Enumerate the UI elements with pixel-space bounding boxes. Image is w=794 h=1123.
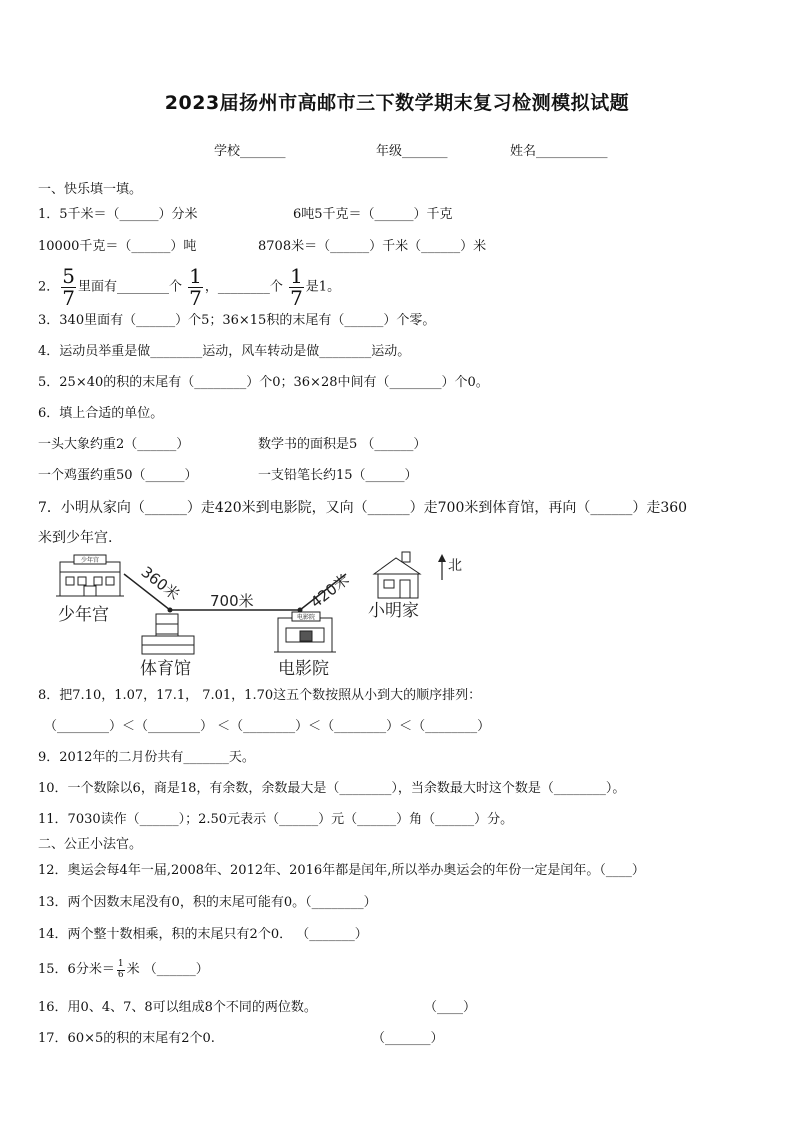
question-7-continued: 米到少年宫. (38, 530, 113, 546)
fraction-1-6 (117, 960, 125, 980)
question-14: 14．两个整十数相乘，积的末尾只有2个0． （_______） (38, 927, 368, 942)
question-2-text-3: 是1。 (305, 279, 341, 295)
fraction-denominator: 6 (117, 969, 124, 980)
fraction-numerator: 1 (189, 264, 202, 288)
question-2 (38, 264, 341, 310)
question-12: 12．奥运会每4年一届,2008年、2012年、2016年都是闰年,所以举办奥运会的年份一定是闰年。（____） (38, 863, 645, 878)
fraction-numerator: 1 (117, 958, 124, 969)
question-9: 9．2012年的二月份共有_______天。 (38, 750, 255, 765)
question-6: 6．填上合适的单位。 (38, 406, 164, 421)
label-sports-hall: 体育馆 (140, 659, 191, 679)
question-1d: 8708米＝（______）千米（______）米 (258, 239, 487, 254)
question-6a: 一头大象约重2（______） (38, 437, 190, 452)
fraction-numerator: 1 (290, 264, 303, 288)
sign-youth-palace: 少年宫 (80, 557, 100, 564)
question-15 (38, 956, 209, 984)
youth-palace-building (56, 555, 124, 596)
question-1c: 10000千克＝（______）吨 (38, 239, 197, 254)
xiaoming-house (374, 552, 420, 598)
fraction-1-7 (188, 266, 203, 308)
route-point-sports (168, 608, 173, 613)
question-6d: 一支铅笔长约15（______） (258, 468, 418, 483)
question-17: 17．60×5的积的末尾有2个0. (38, 1031, 215, 1046)
fraction-1-7 (289, 266, 304, 308)
distance-360: 360米 (137, 562, 184, 604)
question-15-text-1: 15．6分米＝ (38, 962, 115, 977)
distance-700: 700米 (210, 592, 254, 610)
question-7: 7．小明从家向（______）走420米到电影院，又向（______）走700米到体育馆，再向（______）走360 (38, 500, 688, 516)
question-8: 8．把7.10，1.07，17.1， 7.01，1.70这五个数按照从小到大的顺序排列： (38, 688, 482, 703)
question-6b: 数学书的面积是5 （______） (258, 437, 427, 452)
fraction-numerator: 5 (62, 264, 76, 288)
grade-field: 年级_______ (376, 144, 448, 159)
north-arrow-icon (438, 554, 446, 580)
question-10: 10．一个数除以6，商是18，有余数，余数最大是（________），当余数最大时这个数是（________）。 (38, 781, 626, 796)
label-xiaoming-home: 小明家 (368, 601, 419, 621)
school-field: 学校_______ (214, 144, 286, 159)
section-1-heading: 一、快乐填一填。 (38, 182, 143, 197)
sports-hall-building (142, 614, 194, 654)
label-youth-palace: 少年宫 (58, 605, 109, 625)
name-field: 姓名___________ (510, 144, 608, 159)
label-north: 北 (448, 558, 462, 574)
question-2-text-2: ，________个 (204, 279, 283, 295)
question-3: 3．340里面有（______）个5；36×15积的末尾有（______）个零。 (38, 313, 436, 328)
question-2-text-1: 里面有________个 (78, 279, 183, 295)
question-4: 4．运动员举重是做________运动，风车转动是做________运动。 (38, 344, 411, 359)
direction-map (38, 550, 478, 680)
question-16-answer: （____） (424, 1000, 477, 1015)
question-1b: 6吨5千克＝（______）千克 (293, 207, 453, 222)
question-16: 16．用0、4、7、8可以组成8个不同的两位数。 (38, 1000, 317, 1015)
question-6c: 一个鸡蛋约重50（______） (38, 468, 198, 483)
distance-420: 420米 (307, 570, 353, 612)
question-5: 5．25×40的积的末尾有（________）个0；36×28中间有（________）个0。 (38, 375, 489, 390)
question-17-answer: （_______） (372, 1031, 444, 1046)
question-13: 13．两个因数末尾没有0，积的末尾可能有0。（________） (38, 895, 377, 910)
question-8-answer-blanks: （________）＜（________） ＜（________）＜（________）＜（________） (44, 719, 491, 734)
section-2-heading: 二、公正小法官。 (38, 837, 143, 852)
fraction-denominator: 7 (290, 286, 303, 310)
question-11: 11．7030读作（______）；2.50元表示（______）元（______）角（______）分。 (38, 812, 514, 827)
sign-cinema: 电影院 (296, 614, 316, 621)
question-1a: 1．5千米＝（______）分米 (38, 207, 198, 222)
page-title: 2023届扬州市高邮市三下数学期末复习检测模拟试题 (164, 92, 630, 114)
fraction-denominator: 7 (189, 286, 202, 310)
fraction-5-7 (61, 266, 76, 308)
question-2-number: 2． (38, 279, 60, 295)
question-15-text-2: 米 （______） (126, 962, 209, 977)
cinema-building (274, 612, 336, 652)
label-cinema: 电影院 (278, 659, 329, 679)
fraction-denominator: 7 (62, 286, 76, 310)
